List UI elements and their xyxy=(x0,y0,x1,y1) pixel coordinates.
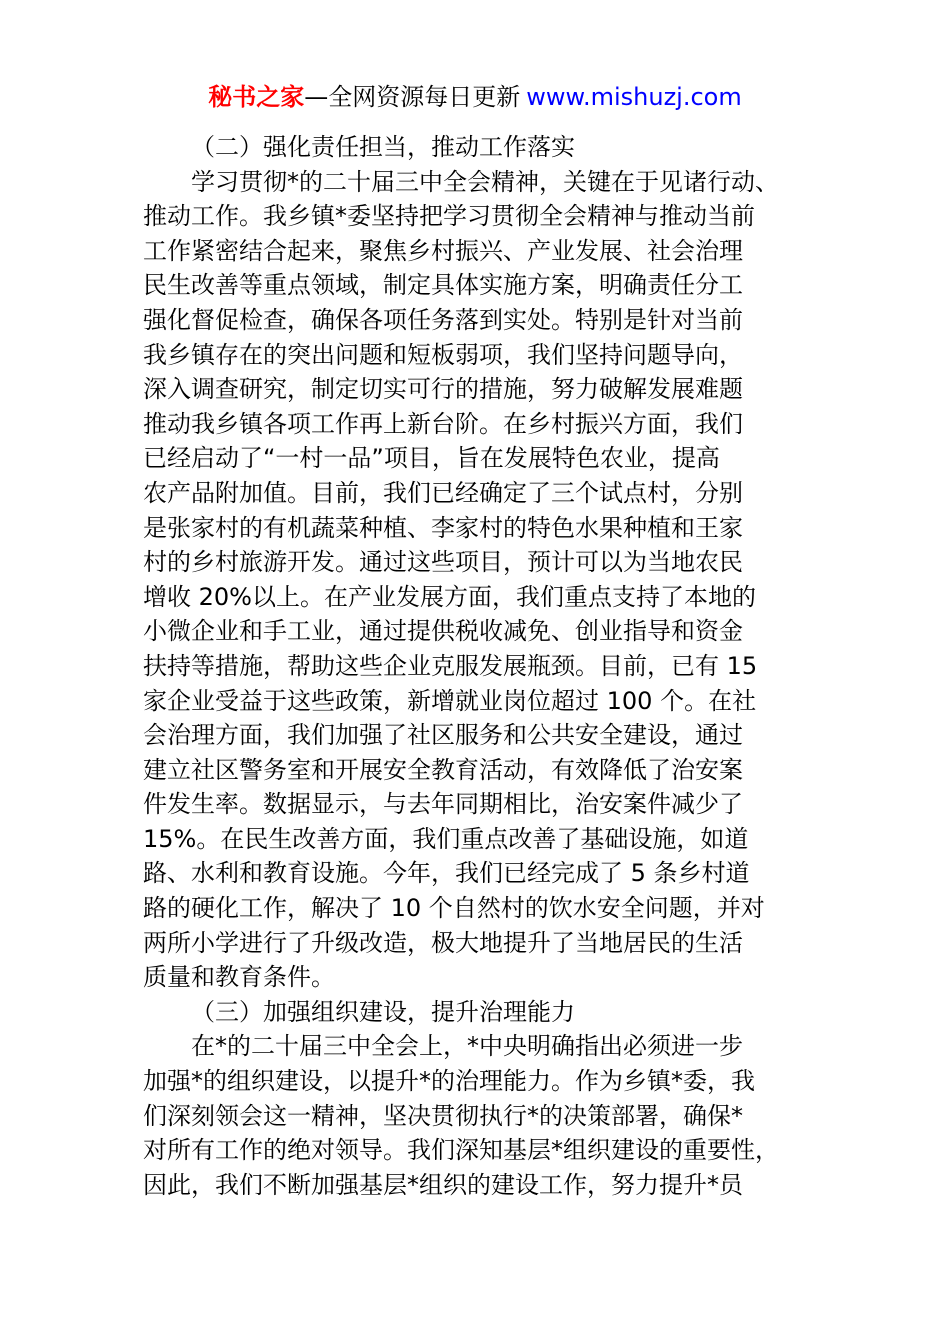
text-line: 家企业受益于这些政策，新增就业岗位超过 100 个。在社 xyxy=(143,686,757,715)
site-brand: 秘书之家 xyxy=(208,83,305,111)
text-line: 会治理方面，我们加强了社区服务和公共安全建设，通过 xyxy=(143,721,743,750)
text-line: 学习贯彻*的二十届三中全会精神，关键在于见诸行动、 xyxy=(191,167,779,196)
text-line: 小微企业和手工业，通过提供税收减免、创业指导和资金 xyxy=(143,617,743,646)
text-line: 因此，我们不断加强基层*组织的建设工作，努力提升*员 xyxy=(143,1170,743,1199)
site-header xyxy=(0,80,950,114)
text-line: 们深刻领会这一精神，坚决贯彻执行*的决策部署，确保* xyxy=(143,1101,743,1130)
text-line: 件发生率。数据显示，与去年同期相比，治安案件减少了 xyxy=(143,790,743,819)
paragraph-2 xyxy=(143,1029,813,1202)
text-line: 路的硬化工作，解决了 10 个自然村的饮水安全问题，并对 xyxy=(143,894,765,923)
text-line: 强化督促检查，确保各项任务落到实处。特别是针对当前 xyxy=(143,305,743,334)
text-line: 扶持等措施，帮助这些企业克服发展瓶颈。目前，已有 15 xyxy=(143,651,758,680)
text-line: 推动工作。我乡镇*委坚持把学习贯彻全会精神与推动当前 xyxy=(143,202,755,231)
text-line: 对所有工作的绝对领导。我们深知基层*组织建设的重要性， xyxy=(143,1136,779,1165)
section-heading-2: （二）强化责任担当，推动工作落实 xyxy=(191,133,575,161)
text-line: 质量和教育条件。 xyxy=(143,963,335,992)
text-line: 村的乡村旅游开发。通过这些项目，预计可以为当地农民 xyxy=(143,548,743,577)
paragraph-1 xyxy=(143,165,813,995)
text-line: 是张家村的有机蔬菜种植、李家村的特色水果种植和王家 xyxy=(143,513,743,542)
text-line: 加强*的组织建设，以提升*的治理能力。作为乡镇*委，我 xyxy=(143,1067,755,1096)
text-line: 我乡镇存在的突出问题和短板弱项，我们坚持问题导向， xyxy=(143,340,743,369)
section-heading-3: （三）加强组织建设，提升治理能力 xyxy=(191,997,575,1026)
text-line: 工作紧密结合起来，聚焦乡村振兴、产业发展、社会治理 xyxy=(143,236,743,265)
site-tagline: —全网资源每日更新 xyxy=(304,83,521,111)
text-line: 推动我乡镇各项工作再上新台阶。在乡村振兴方面，我们 xyxy=(143,409,743,438)
text-line: 路、水利和教育设施。今年，我们已经完成了 5 条乡村道 xyxy=(143,859,750,888)
text-line: 民生改善等重点领域，制定具体实施方案，明确责任分工 xyxy=(143,271,743,300)
text-line: 增收 20%以上。在产业发展方面，我们重点支持了本地的 xyxy=(143,582,756,611)
text-line: 15%。在民生改善方面，我们重点改善了基础设施，如道 xyxy=(143,824,749,853)
site-url-link[interactable]: www.mishuzj.com xyxy=(526,83,742,111)
text-line: 在*的二十届三中全会上，*中央明确指出必须进一步 xyxy=(191,1032,743,1061)
document-body xyxy=(143,130,813,1202)
text-line: 建立社区警务室和开展安全教育活动，有效降低了治安案 xyxy=(143,755,743,784)
text-line: 已经启动了“一村一品”项目，旨在发展特色农业，提高 xyxy=(143,444,720,473)
text-line: 农产品附加值。目前，我们已经确定了三个试点村，分别 xyxy=(143,478,743,507)
text-line: 两所小学进行了升级改造，极大地提升了当地居民的生活 xyxy=(143,928,743,957)
text-line: 深入调查研究，制定切实可行的措施，努力破解发展难题 xyxy=(143,375,743,404)
